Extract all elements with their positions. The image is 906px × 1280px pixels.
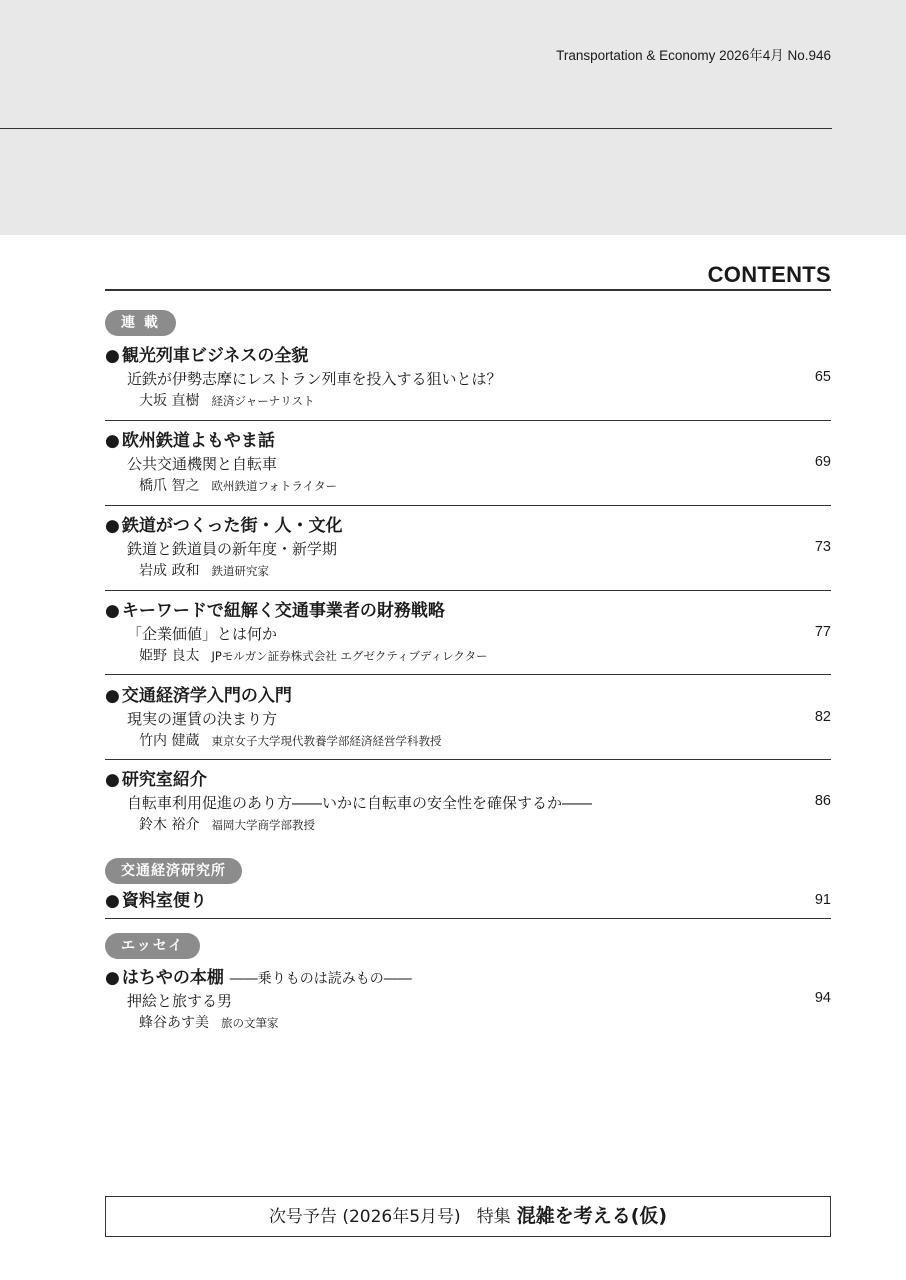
bullet: ● xyxy=(105,968,120,988)
toc-entry[interactable] xyxy=(105,966,831,1034)
feature-label: 特集 xyxy=(476,1207,511,1227)
bullet: ● xyxy=(105,891,120,911)
category-essay-badge: エッセイ xyxy=(105,933,200,959)
toc-entry[interactable] xyxy=(105,684,831,752)
header-band xyxy=(0,0,906,235)
author-affiliation: 福岡大学商学部教授 xyxy=(211,818,315,832)
author-name: 姫野 良太 xyxy=(139,648,200,664)
article-title: 現実の運賃の決まり方 xyxy=(127,710,278,728)
series-title: ● キーワードで紐解く交通事業者の財務戦略 xyxy=(105,601,445,621)
next-issue-label: 次号予告 (2026年5月号) xyxy=(268,1207,461,1227)
author-affiliation: JPモルガン証券株式会社 エグゼクティブディレクター xyxy=(211,649,488,663)
feature-theme: 混雑を考える(仮) xyxy=(516,1205,668,1227)
bullet: ● xyxy=(105,431,120,451)
author-affiliation: 経済ジャーナリスト xyxy=(211,394,315,408)
article-title: 公共交通機関と自転車 xyxy=(127,455,278,473)
article-title: 押絵と旅する男 xyxy=(127,992,233,1010)
entry-divider xyxy=(105,590,831,591)
toc-entry[interactable] xyxy=(105,768,831,836)
series-title: ● 資料室便り xyxy=(105,891,207,911)
page-number: 77 xyxy=(814,624,831,640)
page-number: 94 xyxy=(814,990,831,1006)
author-name: 大坂 直樹 xyxy=(139,393,200,409)
page-number: 91 xyxy=(814,892,831,908)
series-title: ● 観光列車ビジネスの全貌 xyxy=(105,346,309,366)
page-number: 69 xyxy=(814,454,831,470)
author-affiliation: 東京女子大学現代教養学部経済経営学科教授 xyxy=(211,734,442,748)
page-number: 65 xyxy=(814,369,831,385)
article-title: 「企業価値」とは何か xyxy=(127,625,278,643)
author-name: 鈴木 裕介 xyxy=(139,817,200,833)
series-title: ● 研究室紹介 xyxy=(105,770,207,790)
toc-entry[interactable] xyxy=(105,889,831,913)
header-divider xyxy=(0,128,832,129)
bullet: ● xyxy=(105,346,120,366)
author-line xyxy=(139,814,831,836)
entry-divider xyxy=(105,674,831,675)
next-issue-box xyxy=(105,1196,831,1237)
author-line xyxy=(139,390,831,412)
contents-title: CONTENTS xyxy=(707,262,831,287)
page-number: 86 xyxy=(814,793,831,809)
toc-entry[interactable] xyxy=(105,429,831,497)
category-serial-badge: 連 載 xyxy=(105,310,176,336)
author-line xyxy=(139,645,831,667)
author-name: 蜂谷あす美 xyxy=(139,1015,209,1031)
page-number: 73 xyxy=(814,539,831,555)
series-title: ● 鉄道がつくった街・人・文化 xyxy=(105,516,343,536)
article-title: 自転車利用促進のあり方――いかに自転車の安全性を確保するか―― xyxy=(127,794,593,812)
entry-divider xyxy=(105,759,831,760)
bullet: ● xyxy=(105,770,120,790)
entry-divider xyxy=(105,420,831,421)
toc-entry[interactable] xyxy=(105,344,831,412)
author-name: 岩成 政和 xyxy=(139,563,200,579)
page-number: 82 xyxy=(814,709,831,725)
author-line xyxy=(139,730,831,752)
author-affiliation: 旅の文筆家 xyxy=(221,1016,279,1030)
series-title: ● 交通経済学入門の入門 xyxy=(105,686,292,706)
article-title: 近鉄が伊勢志摩にレストラン列車を投入する狙いとは？ xyxy=(127,370,502,388)
author-affiliation: 鉄道研究家 xyxy=(211,564,269,578)
entry-divider xyxy=(105,918,831,919)
series-title: ● 欧州鉄道よもやま話 xyxy=(105,431,275,451)
author-line xyxy=(139,1012,831,1034)
toc-entry[interactable] xyxy=(105,599,831,667)
article-title: 鉄道と鉄道員の新年度・新学期 xyxy=(127,540,338,558)
author-line xyxy=(139,475,831,497)
author-line xyxy=(139,560,831,582)
author-name: 竹内 健蔵 xyxy=(139,733,200,749)
author-name: 橋爪 智之 xyxy=(139,478,200,494)
bullet: ● xyxy=(105,686,120,706)
bullet: ● xyxy=(105,516,120,536)
issue-line: Transportation & Economy 2026年4月 No.946 xyxy=(556,48,831,63)
toc-entry[interactable] xyxy=(105,514,831,582)
series-title: ● はちやの本棚 ――乗りものは読みもの―― xyxy=(105,968,412,988)
series-subtitle: ――乗りものは読みもの―― xyxy=(229,971,412,987)
contents-divider xyxy=(105,289,831,291)
category-institute-badge: 交通経済研究所 xyxy=(105,858,242,884)
bullet: ● xyxy=(105,601,120,621)
author-affiliation: 欧州鉄道フォトライター xyxy=(211,479,338,493)
entry-divider xyxy=(105,505,831,506)
